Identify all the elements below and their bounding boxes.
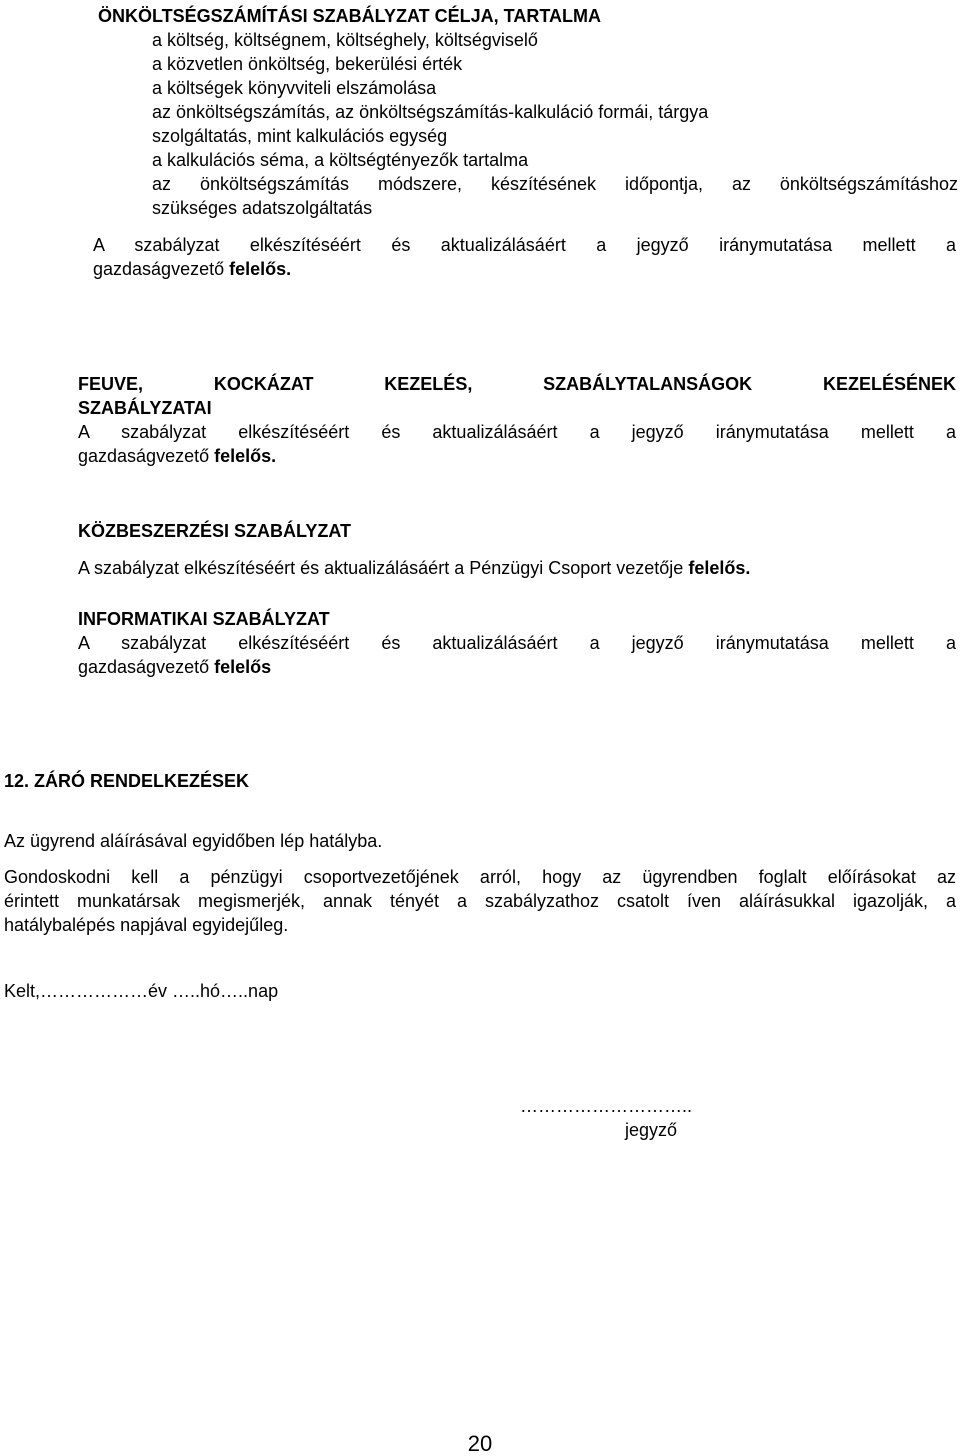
paragraph-line: A szabályzat elkészítéséért és aktualizálásáért a jegyző iránymutatása mellett a [93, 235, 956, 255]
section-closing [4, 769, 956, 1003]
section-it [78, 607, 956, 679]
responsible-bold: felelős [214, 657, 272, 677]
responsible-bold: felelős. [688, 558, 751, 578]
paragraph-text: gazdaságvezető [78, 446, 215, 466]
paragraph-line: Az ügyrend aláírásával egyidőben lép hatályba. [4, 831, 383, 851]
responsible-bold: felelős. [229, 259, 292, 279]
paragraph-line: A szabályzat elkészítéséért és aktualizálásáért a jegyző iránymutatása mellett a [78, 633, 956, 653]
paragraph-line: hatálybalépés napjával egyidejűleg. [4, 915, 289, 935]
paragraph-line [78, 444, 956, 468]
paragraph-text: gazdaságvezető [93, 259, 230, 279]
list-item: az önköltségszámítás, az önköltségszámítás-kalkuláció formái, tárgya [152, 102, 709, 122]
list-item: szükséges adatszolgáltatás [152, 198, 373, 218]
list-item: az önköltségszámítás módszere, készítésének időpontja, az önköltségszámításhoz [152, 174, 958, 194]
item-list [152, 28, 958, 220]
section-heading: FEUVE, KOCKÁZAT KEZELÉS, SZABÁLYTALANSÁGOK KEZELÉSÉNEK [78, 374, 956, 394]
list-item: szolgáltatás, mint kalkulációs egység [152, 126, 448, 146]
list-item: a költség, költségnem, költséghely, költségviselő [152, 30, 538, 50]
responsible-bold: felelős. [214, 446, 277, 466]
section-heading: KÖZBESZERZÉSI SZABÁLYZAT [78, 521, 352, 541]
paragraph-line [78, 556, 956, 580]
page-number: 20 [467, 1431, 493, 1456]
signature-block [520, 1094, 800, 1142]
signature-role: jegyző [625, 1120, 678, 1140]
section-heading: 12. ZÁRÓ RENDELKEZÉSEK [4, 771, 250, 791]
section-procurement [78, 519, 956, 580]
list-item: a költségek könyvviteli elszámolása [152, 78, 437, 98]
paragraph-line [93, 257, 956, 281]
section-heading: INFORMATIKAI SZABÁLYZAT [78, 609, 330, 629]
paragraph-line [78, 655, 956, 679]
paragraph-line: A szabályzat elkészítéséért és aktualizálásáért a jegyző iránymutatása mellett a [78, 422, 956, 442]
section-heading: ÖNKÖLTSÉGSZÁMÍTÁSI SZABÁLYZAT CÉLJA, TARTALMA [98, 6, 601, 26]
section-cost-calculation [93, 4, 958, 281]
date-line: Kelt,………………év …..hó…..nap [4, 981, 279, 1001]
list-item: a kalkulációs séma, a költségtényezők tartalma [152, 150, 529, 170]
section-heading: SZABÁLYZATAI [78, 398, 212, 418]
responsibility-paragraph [93, 233, 956, 281]
paragraph-text: gazdaságvezető [78, 657, 215, 677]
paragraph-line: Gondoskodni kell a pénzügyi csoportvezetőjének arról, hogy az ügyrendben foglalt előírásokat az [4, 867, 956, 887]
paragraph-text: A szabályzat elkészítéséért és aktualizálásáért a Pénzügyi Csoport vezetője [78, 558, 689, 578]
section-feuve [78, 372, 956, 468]
signature-line: ……………………….. [520, 1096, 693, 1116]
list-item: a közvetlen önköltség, bekerülési érték [152, 54, 463, 74]
paragraph-line: érintett munkatársak megismerjék, annak tényét a szabályzathoz csatolt íven aláírásukkal igazolják, a [4, 891, 956, 911]
